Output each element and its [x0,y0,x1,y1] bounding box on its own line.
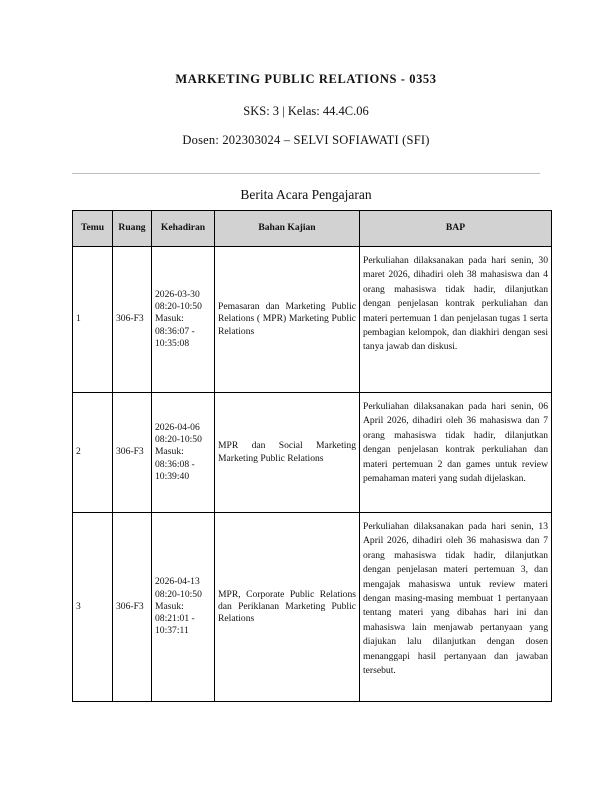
table-row [73,513,552,702]
cell-bap: Perkuliahan dilaksanakan pada hari senin, 06 April 2026, dihadiri oleh 36 mahasiswa dan 7 orang mahasiswa tidak hadir, dilanjutkan dengan penjelasan kontrak perkuliahan dan materi pertemuan 2 dan games untuk review pemahaman materi yang sudah dijelaskan. [360,393,552,513]
cell-temu: 3 [73,513,113,702]
table-row [73,247,552,393]
sks-class-line: SKS: 3 | Kelas: 44.4C.06 [243,104,369,118]
cell-ruang: 306-F3 [113,513,152,702]
cell-bap: Perkuliahan dilaksanakan pada hari senin, 30 maret 2026, dihadiri oleh 38 mahasiswa dan 4 orang mahasiswa tidak hadir, dilanjutkan dengan penjelasan kontrak perkuliahan dan materi pertemuan 1 dan penjelasan tugas 1 serta pembagian kelompok, dan diakhiri dengan sesi tanya jawab dan diskusi. [360,247,552,393]
section-title: Berita Acara Pengajaran [240,187,372,202]
cell-temu: 1 [73,247,113,393]
cell-kehadiran: 2026-03-30 08:20-10:50 Masuk: 08:36:07 - 10:35:08 [152,247,215,393]
header-kehadiran: Kehadiran [152,211,215,247]
header-bap: BAP [360,211,552,247]
table-header-row [73,211,552,247]
header-divider [72,173,540,174]
header-bahan-kajian: Bahan Kajian [215,211,360,247]
table-row [73,393,552,513]
cell-kehadiran: 2026-04-13 08:20-10:50 Masuk: 08:21:01 - 10:37:11 [152,513,215,702]
cell-ruang: 306-F3 [113,393,152,513]
teaching-report-table [72,210,552,702]
cell-temu: 2 [73,393,113,513]
cell-bahan-kajian: MPR, Corporate Public Relations dan Periklanan Marketing Public Relations [215,513,360,702]
header-ruang: Ruang [113,211,152,247]
cell-ruang: 306-F3 [113,247,152,393]
cell-bahan-kajian: MPR dan Social Marketing Marketing Public Relations [215,393,360,513]
lecturer-line: Dosen: 202303024 – SELVI SOFIAWATI (SFI) [182,133,430,147]
course-title: MARKETING PUBLIC RELATIONS - 0353 [175,72,437,86]
cell-bahan-kajian: Pemasaran dan Marketing Public Relations ( MPR) Marketing Public Relations [215,247,360,393]
cell-kehadiran: 2026-04-06 08:20-10:50 Masuk: 08:36:08 - 10:39:40 [152,393,215,513]
cell-bap: Perkuliahan dilaksanakan pada hari senin, 13 April 2026, dihadiri oleh 36 mahasiswa dan 7 orang mahasiswa tidak hadir, dilanjutkan dengan penjelasan materi pertemuan 3, dan mengajak mahasiswa untuk review materi dengan masing-masing membuat 1 pertanyaan tentang materi yang dibahas hari ini dan mahasiswa lain menjawab pertanyaan yang diajukan lalu dilanjutkan dengan dosen menanggapi hasil pertanyaan dan jawaban tersebut. [360,513,552,702]
header-temu: Temu [73,211,113,247]
